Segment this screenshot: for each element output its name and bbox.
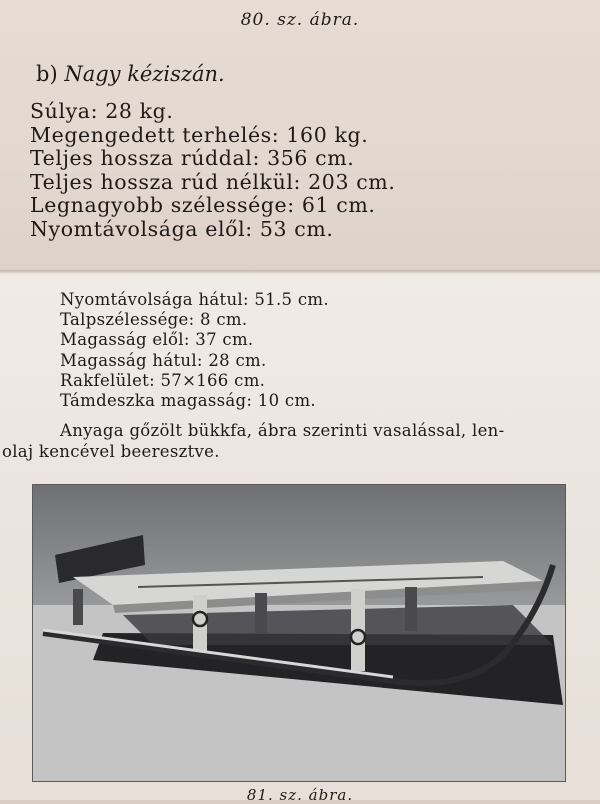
section-heading: [36, 62, 225, 86]
sled-leg: [255, 593, 267, 633]
sled-illustration: [33, 485, 565, 781]
spec-line: Támdeszka magasság: 10 cm.: [60, 391, 316, 411]
material-line-2: olaj kencével beeresztve.: [2, 442, 220, 461]
figure-caption-80: 80. sz. ábra.: [240, 10, 360, 30]
upper-page-section: [0, 0, 600, 272]
spec-line: Legnagyobb szélessége: 61 cm.: [30, 193, 376, 217]
spec-line: Nyomtávolsága hátul: 51.5 cm.: [60, 290, 329, 309]
lower-page-section: [0, 274, 600, 804]
spec-line: Magasság elől: 37 cm.: [60, 330, 254, 350]
spec-line: Megengedett terhelés: 160 kg.: [30, 122, 369, 147]
spec-line: Teljes hossza rúd nélkül: 203 cm.: [30, 169, 396, 194]
spec-line: Teljes hossza rúddal: 356 cm.: [30, 146, 355, 170]
spec-list-lower: [60, 290, 329, 411]
spec-line: Nyomtávolsága elől: 53 cm.: [30, 216, 334, 241]
sled-leg: [405, 587, 417, 631]
spec-line: Rakfelület: 57×166 cm.: [60, 370, 266, 390]
section-title: Nagy kéziszán.: [64, 62, 225, 86]
spec-line: Magasság hátul: 28 cm.: [60, 350, 267, 370]
material-paragraph: [0, 420, 590, 462]
spec-line: Talpszélessége: 8 cm.: [60, 310, 248, 330]
sled-leg: [73, 589, 83, 625]
material-line-1: Anyaga gőzölt bükkfa, ábra szerinti vasalással, len-: [60, 421, 505, 440]
spec-list-upper: [30, 100, 395, 241]
figure-caption-81: 81. sz. ábra.: [246, 786, 354, 804]
section-letter: b): [36, 62, 58, 86]
spec-line: Súlya: 28 kg.: [30, 99, 174, 123]
sled-photograph: [32, 484, 566, 782]
